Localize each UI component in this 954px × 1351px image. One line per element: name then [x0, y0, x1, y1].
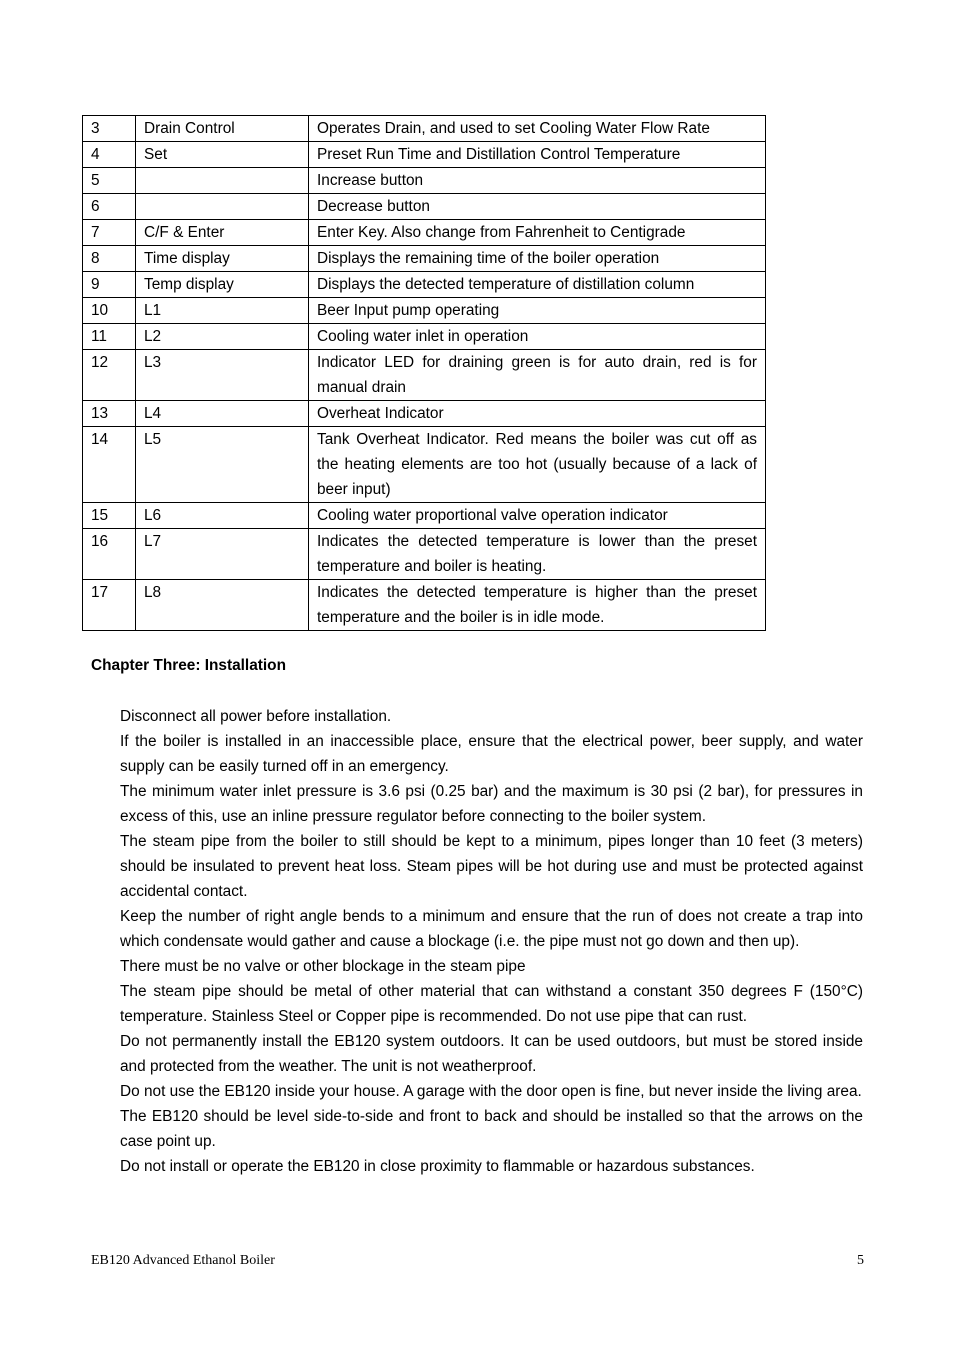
control-description: Overheat Indicator — [309, 401, 766, 427]
table-row — [83, 168, 766, 194]
instruction-paragraph: Do not permanently install the EB120 system outdoors. It can be used outdoors, but must be stored inside and protected from the weather. The unit is not weatherproof. — [120, 1033, 863, 1075]
instruction-paragraph: Do not use the EB120 inside your house. A garage with the door open is fine, but never inside the living area. — [120, 1083, 862, 1100]
table-row — [83, 194, 766, 220]
control-name: C/F & Enter — [136, 220, 309, 246]
instruction-paragraph: There must be no valve or other blockage in the steam pipe — [120, 958, 526, 975]
instruction-paragraph: The steam pipe from the boiler to still should be kept to a minimum, pipes longer than 10 feet (3 meters) should be insulated to prevent heat loss. Steam pipes will be hot during use and must be protected against accidental contact. — [120, 833, 863, 900]
control-name: Drain Control — [136, 116, 309, 142]
control-name: L3 — [136, 350, 309, 401]
control-description: Cooling water proportional valve operation indicator — [309, 503, 766, 529]
control-description: Tank Overheat Indicator. Red means the boiler was cut off as the heating elements are too hot (usually because of a lack of beer input) — [309, 427, 766, 503]
instruction-paragraph: The EB120 should be level side-to-side and front to back and should be installed so that the arrows on the case point up. — [120, 1108, 863, 1150]
row-number: 9 — [83, 272, 136, 298]
table-row — [83, 427, 766, 503]
control-description: Indicates the detected temperature is lower than the preset temperature and boiler is heating. — [309, 529, 766, 580]
instruction-paragraph: The minimum water inlet pressure is 3.6 psi (0.25 bar) and the maximum is 30 psi (2 bar), for pressures in excess of this, use an inline pressure regulator before connecting to the boiler system. — [120, 783, 863, 825]
control-name: Set — [136, 142, 309, 168]
control-description: Displays the detected temperature of distillation column — [309, 272, 766, 298]
control-name: L4 — [136, 401, 309, 427]
row-number: 17 — [83, 580, 136, 631]
table-row — [83, 503, 766, 529]
control-name: Time display — [136, 246, 309, 272]
control-name: L7 — [136, 529, 309, 580]
control-name: L2 — [136, 324, 309, 350]
control-name: L8 — [136, 580, 309, 631]
control-description: Increase button — [309, 168, 766, 194]
instruction-paragraph: Disconnect all power before installation. — [120, 708, 392, 725]
table-row — [83, 142, 766, 168]
controls-table — [82, 115, 766, 631]
control-name — [136, 194, 309, 220]
table-row — [83, 580, 766, 631]
control-name: L1 — [136, 298, 309, 324]
row-number: 10 — [83, 298, 136, 324]
row-number: 8 — [83, 246, 136, 272]
row-number: 5 — [83, 168, 136, 194]
control-name — [136, 168, 309, 194]
control-description: Indicates the detected temperature is higher than the preset temperature and the boiler is in idle mode. — [309, 580, 766, 631]
table-row — [83, 401, 766, 427]
instruction-paragraph: Do not install or operate the EB120 in close proximity to flammable or hazardous substances. — [120, 1158, 755, 1175]
row-number: 6 — [83, 194, 136, 220]
chapter-title: Chapter Three: Installation — [91, 657, 286, 674]
table-row — [83, 116, 766, 142]
table-row — [83, 350, 766, 401]
page-number: 5 — [857, 1253, 864, 1268]
table-row — [83, 529, 766, 580]
row-number: 4 — [83, 142, 136, 168]
control-description: Cooling water inlet in operation — [309, 324, 766, 350]
control-name: L5 — [136, 427, 309, 503]
table-row — [83, 324, 766, 350]
row-number: 16 — [83, 529, 136, 580]
control-description: Beer Input pump operating — [309, 298, 766, 324]
control-description: Indicator LED for draining green is for auto drain, red is for manual drain — [309, 350, 766, 401]
row-number: 13 — [83, 401, 136, 427]
control-description: Enter Key. Also change from Fahrenheit to Centigrade — [309, 220, 766, 246]
instruction-paragraph: The steam pipe should be metal of other material that can withstand a constant 350 degrees F (150°C) temperature. Stainless Steel or Copper pipe is recommended. Do not use pipe that can rust. — [120, 983, 863, 1025]
table-body — [83, 116, 766, 631]
table-row — [83, 220, 766, 246]
control-name: Temp display — [136, 272, 309, 298]
control-description: Preset Run Time and Distillation Control Temperature — [309, 142, 766, 168]
control-description: Displays the remaining time of the boiler operation — [309, 246, 766, 272]
row-number: 14 — [83, 427, 136, 503]
row-number: 11 — [83, 324, 136, 350]
instruction-paragraph: If the boiler is installed in an inaccessible place, ensure that the electrical power, beer supply, and water supply can be easily turned off in an emergency. — [120, 733, 863, 775]
control-description: Operates Drain, and used to set Cooling Water Flow Rate — [309, 116, 766, 142]
control-name: L6 — [136, 503, 309, 529]
installation-instructions — [120, 704, 863, 1179]
row-number: 7 — [83, 220, 136, 246]
control-description: Decrease button — [309, 194, 766, 220]
table-row — [83, 246, 766, 272]
row-number: 3 — [83, 116, 136, 142]
row-number: 12 — [83, 350, 136, 401]
instruction-paragraph: Keep the number of right angle bends to a minimum and ensure that the run of does not create a trap into which condensate would gather and cause a blockage (i.e. the pipe must not go down and then up). — [120, 908, 863, 950]
row-number: 15 — [83, 503, 136, 529]
footer-title: EB120 Advanced Ethanol Boiler — [91, 1253, 275, 1268]
table-row — [83, 298, 766, 324]
table-row — [83, 272, 766, 298]
